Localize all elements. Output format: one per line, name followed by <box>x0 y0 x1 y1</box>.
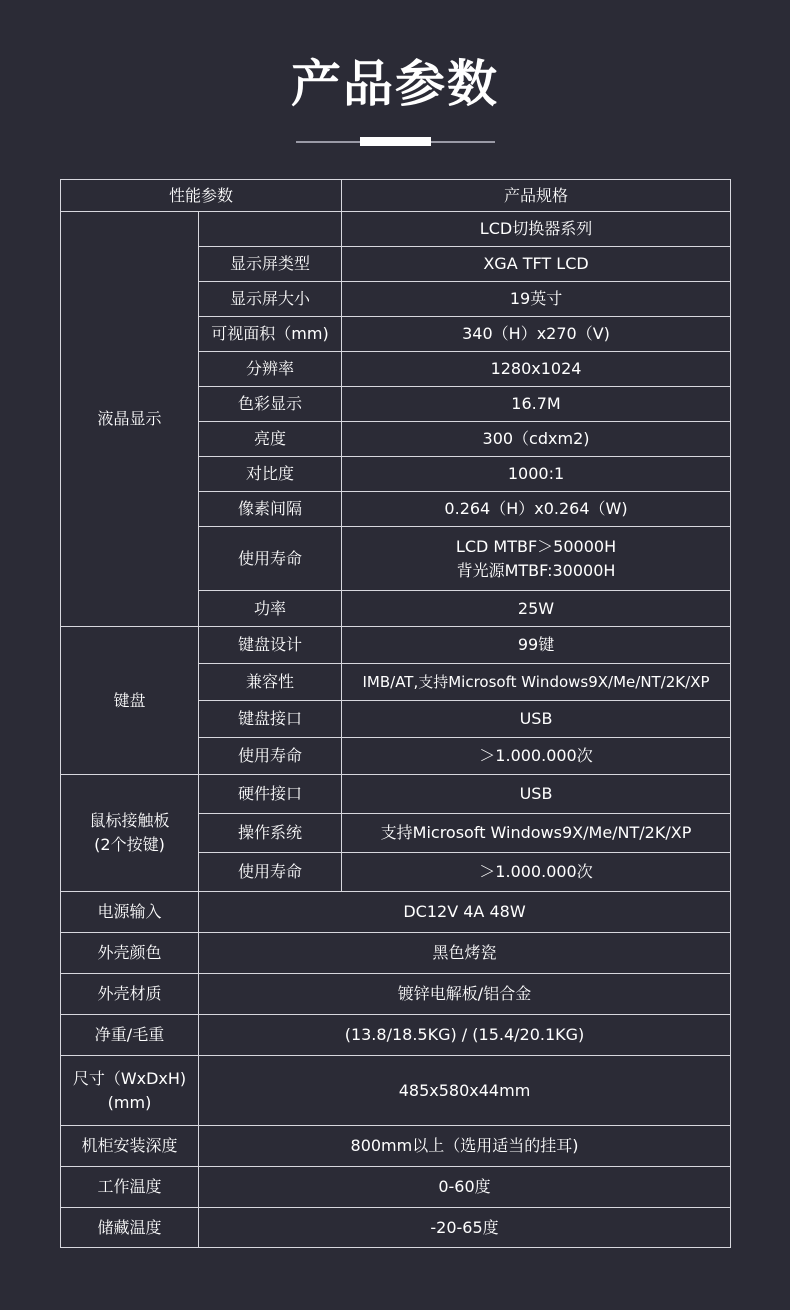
row-value: 16.7M <box>342 387 731 422</box>
row-value: 镀锌电解板/铝合金 <box>199 974 731 1015</box>
row-label: 外壳颜色 <box>61 933 199 974</box>
row-label: 分辨率 <box>199 352 342 387</box>
row-value: ＞1.000.000次 <box>342 853 731 892</box>
table-row <box>61 1015 731 1056</box>
row-value-line: 背光源MTBF:30000H <box>456 560 616 580</box>
row-label: 对比度 <box>199 457 342 492</box>
row-label <box>61 1056 199 1126</box>
row-label: 亮度 <box>199 422 342 457</box>
row-value: 支持Microsoft Windows9X/Me/NT/2K/XP <box>342 814 731 853</box>
group-label-line: (2个按键) <box>94 835 165 854</box>
group-label-lcd: 液晶显示 <box>61 212 199 627</box>
row-value: 0.264（H）x0.264（W) <box>342 492 731 527</box>
row-label: 兼容性 <box>199 664 342 701</box>
row-label: 净重/毛重 <box>61 1015 199 1056</box>
row-label: 储藏温度 <box>61 1208 199 1248</box>
row-value: 1000:1 <box>342 457 731 492</box>
table-row <box>61 892 731 933</box>
table-row <box>61 974 731 1015</box>
table-row <box>61 627 731 664</box>
row-label: 使用寿命 <box>199 853 342 892</box>
row-label: 显示屏大小 <box>199 282 342 317</box>
row-label: 显示屏类型 <box>199 247 342 282</box>
row-value: 0-60度 <box>199 1167 731 1208</box>
row-label: 使用寿命 <box>199 527 342 591</box>
title-divider-bar <box>360 137 431 146</box>
table-row <box>61 1167 731 1208</box>
table-row <box>61 933 731 974</box>
row-label-line: (mm) <box>107 1092 152 1112</box>
table-row <box>61 212 731 247</box>
row-label: 功率 <box>199 591 342 627</box>
row-value: 99键 <box>342 627 731 664</box>
row-value: XGA TFT LCD <box>342 247 731 282</box>
row-value: -20-65度 <box>199 1208 731 1248</box>
row-value: IMB/AT,支持Microsoft Windows9X/Me/NT/2K/XP <box>342 664 731 701</box>
row-label: 使用寿命 <box>199 738 342 775</box>
row-value: ＞1.000.000次 <box>342 738 731 775</box>
header-param: 性能参数 <box>61 180 342 212</box>
row-label-line: 尺寸（WxDxH) <box>72 1068 187 1088</box>
row-value: 300（cdxm2) <box>342 422 731 457</box>
spec-table <box>60 179 731 1248</box>
table-header-row <box>61 180 731 212</box>
group-label-keyboard: 键盘 <box>61 627 199 775</box>
table-row <box>61 1056 731 1126</box>
header-spec: 产品规格 <box>342 180 731 212</box>
row-label: 操作系统 <box>199 814 342 853</box>
row-label: 硬件接口 <box>199 775 342 814</box>
group-label-touchpad <box>61 775 199 892</box>
row-value: 485x580x44mm <box>199 1056 731 1126</box>
row-value: USB <box>342 701 731 738</box>
row-value: DC12V 4A 48W <box>199 892 731 933</box>
row-value: 1280x1024 <box>342 352 731 387</box>
row-label: 键盘接口 <box>199 701 342 738</box>
row-value: 黑色烤瓷 <box>199 933 731 974</box>
page-title: 产品参数 <box>291 55 499 113</box>
row-label: 机柜安装深度 <box>61 1126 199 1167</box>
row-value <box>342 527 731 591</box>
row-value: 25W <box>342 591 731 627</box>
row-value: 340（H）x270（V) <box>342 317 731 352</box>
row-label: 工作温度 <box>61 1167 199 1208</box>
row-value-line: LCD MTBF＞50000H <box>455 536 617 556</box>
table-row <box>61 1208 731 1248</box>
row-label: 色彩显示 <box>199 387 342 422</box>
row-value: 800mm以上（选用适当的挂耳) <box>199 1126 731 1167</box>
row-label: 可视面积（mm) <box>199 317 342 352</box>
row-label: 像素间隔 <box>199 492 342 527</box>
row-value: LCD切换器系列 <box>342 212 731 247</box>
table-row <box>61 1126 731 1167</box>
table-row <box>61 775 731 814</box>
row-value: 19英寸 <box>342 282 731 317</box>
row-label: 电源输入 <box>61 892 199 933</box>
row-label <box>199 212 342 247</box>
row-label: 外壳材质 <box>61 974 199 1015</box>
row-value: (13.8/18.5KG) / (15.4/20.1KG) <box>199 1015 731 1056</box>
group-label-line: 鼠标接触板 <box>89 811 170 830</box>
row-label: 键盘设计 <box>199 627 342 664</box>
row-value: USB <box>342 775 731 814</box>
